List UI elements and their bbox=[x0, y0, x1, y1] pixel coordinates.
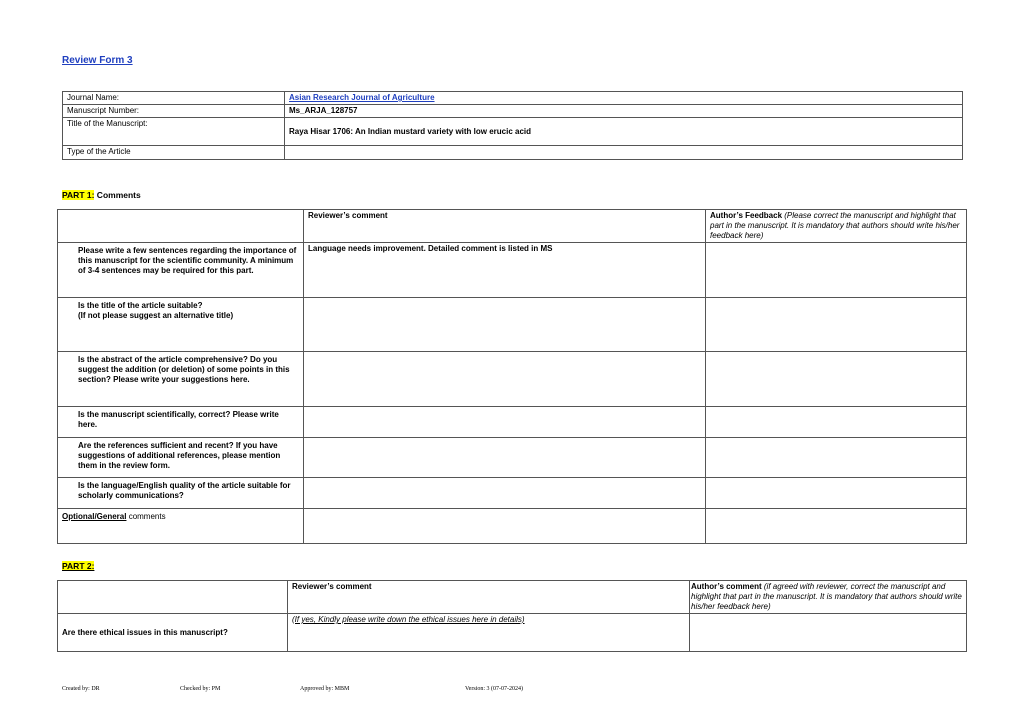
question-ethical-issues: Are there ethical issues in this manuscript? bbox=[58, 614, 288, 652]
author-feedback-title[interactable] bbox=[706, 298, 967, 352]
manuscript-number-value: Ms_ARJA_128757 bbox=[285, 105, 963, 118]
reviewer-comment-ethical[interactable] bbox=[288, 614, 690, 652]
form-title: Review Form 3 bbox=[62, 55, 133, 66]
question-abstract: Is the abstract of the article comprehensive? Do you suggest the addition (or deletion) of some points in this section? Please write your suggestions here. bbox=[58, 352, 304, 407]
part1-reviewer-header: Reviewer’s comment bbox=[304, 210, 706, 243]
part1-heading bbox=[62, 190, 141, 200]
question-references: Are the references sufficient and recent? If you have suggestions of additional references, please mention them in the review form. bbox=[58, 438, 304, 478]
article-type-label: Type of the Article bbox=[63, 146, 285, 160]
part2-reviewer-header: Reviewer’s comment bbox=[288, 581, 690, 614]
footer-approved-by: Approved by: MBM bbox=[300, 686, 350, 692]
optional-general-label: Optional/General comments bbox=[58, 509, 304, 544]
question-language: Is the language/English quality of the article suitable for scholarly communications? bbox=[58, 478, 304, 509]
part1-heading-rest: Comments bbox=[94, 190, 141, 200]
manuscript-title-value: Raya Hisar 1706: An Indian mustard variety with low erucic acid bbox=[285, 118, 963, 146]
part1-header-blank bbox=[58, 210, 304, 243]
part2-author-header: Author’s comment (if agreed with reviewer, correct the manuscript and highlight that part in the manuscript. It is mandatory that authors should write his/her feedback here) bbox=[690, 581, 967, 614]
part2-heading-label: PART 2: bbox=[62, 561, 95, 571]
reviewer-comment-optional[interactable] bbox=[304, 509, 706, 544]
part2-ethics-table bbox=[57, 580, 967, 652]
manuscript-number-label: Manuscript Number: bbox=[63, 105, 285, 118]
author-feedback-language[interactable] bbox=[706, 478, 967, 509]
journal-name-link[interactable]: Asian Research Journal of Agriculture bbox=[289, 93, 435, 102]
reviewer-comment-scientific[interactable] bbox=[304, 407, 706, 438]
reviewer-comment-language[interactable] bbox=[304, 478, 706, 509]
footer-version: Version: 3 (07-07-2024) bbox=[465, 686, 523, 692]
question-scientific: Is the manuscript scientifically, correct? Please write here. bbox=[58, 407, 304, 438]
reviewer-comment-title[interactable] bbox=[304, 298, 706, 352]
part2-header-blank bbox=[58, 581, 288, 614]
author-feedback-optional[interactable] bbox=[706, 509, 967, 544]
journal-name-label: Journal Name: bbox=[63, 92, 285, 105]
reviewer-comment-abstract[interactable] bbox=[304, 352, 706, 407]
ethical-issues-hint: (If yes, Kindly please write down the ethical issues here in details) bbox=[292, 615, 525, 624]
question-importance: Please write a few sentences regarding the importance of this manuscript for the scientific community. A minimum of 3-4 sentences may be required for this part. bbox=[58, 243, 304, 298]
reviewer-comment-importance[interactable]: Language needs improvement. Detailed comment is listed in MS bbox=[304, 243, 706, 298]
manuscript-title-label: Title of the Manuscript: bbox=[63, 118, 285, 146]
author-comment-ethical[interactable] bbox=[690, 614, 967, 652]
question-title: Is the title of the article suitable? (If not please suggest an alternative title) bbox=[58, 298, 304, 352]
reviewer-comment-references[interactable] bbox=[304, 438, 706, 478]
author-feedback-references[interactable] bbox=[706, 438, 967, 478]
part1-heading-label: PART 1: bbox=[62, 190, 95, 200]
author-feedback-scientific[interactable] bbox=[706, 407, 967, 438]
part2-heading bbox=[62, 561, 94, 571]
footer-created-by: Created by: DR bbox=[62, 686, 100, 692]
author-feedback-abstract[interactable] bbox=[706, 352, 967, 407]
part1-comments-table bbox=[57, 209, 967, 544]
author-feedback-importance[interactable] bbox=[706, 243, 967, 298]
article-type-value[interactable] bbox=[285, 146, 963, 160]
part1-author-header: Author’s Feedback (Please correct the manuscript and highlight that part in the manuscript. It is mandatory that authors should write his/her feedback here) bbox=[706, 210, 967, 243]
footer-checked-by: Checked by: PM bbox=[180, 686, 221, 692]
manuscript-info-table bbox=[62, 91, 963, 160]
